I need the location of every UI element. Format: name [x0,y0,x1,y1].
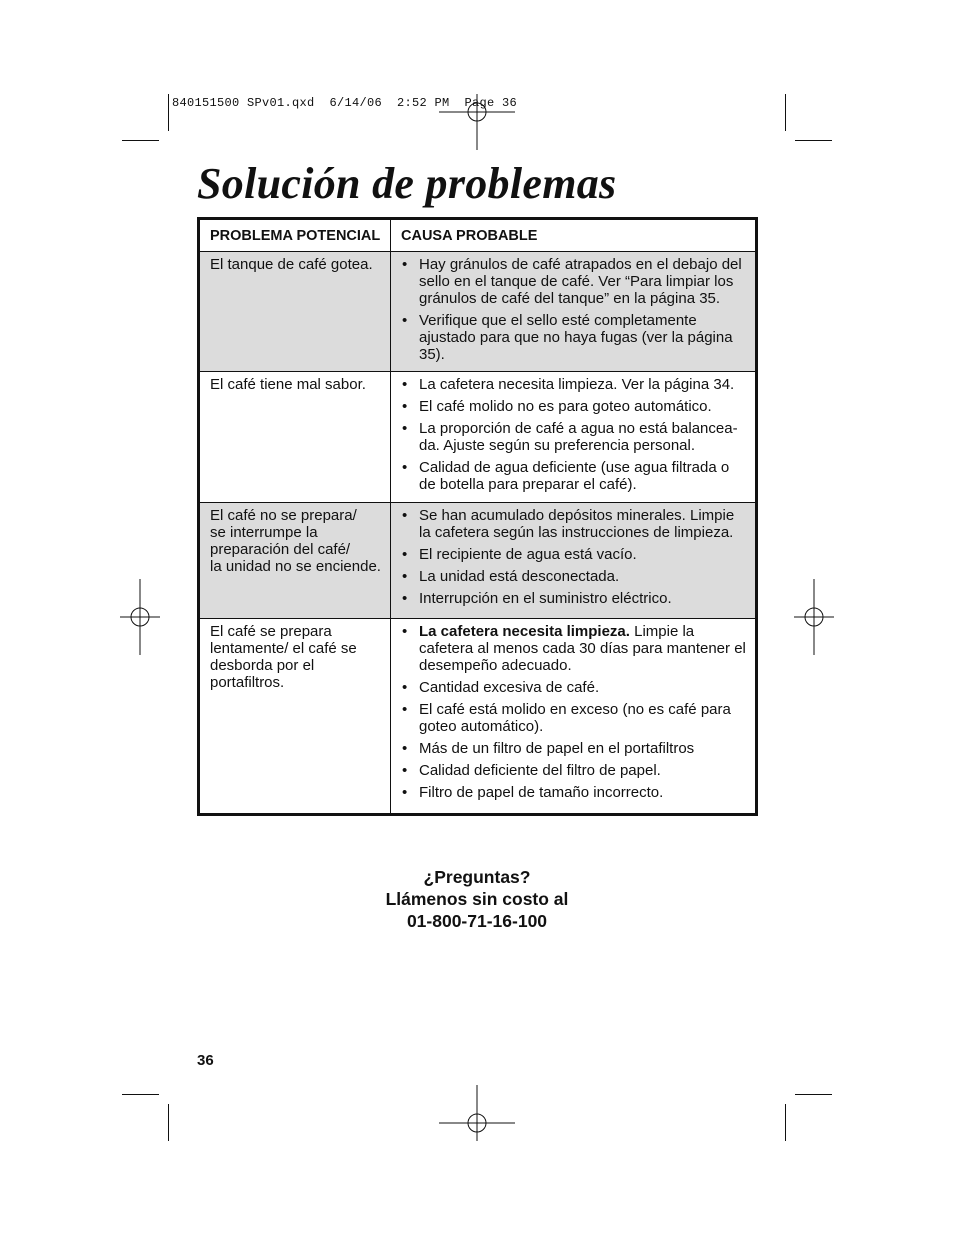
page-number: 36 [197,1052,214,1069]
table-row [199,619,757,815]
problem-text: la unidad no se enciende. [210,558,381,575]
crop-mark-bottom-left-h [122,1094,159,1095]
table-row [199,372,757,503]
problem-cell [199,372,391,503]
troubleshooting-table [197,217,758,816]
cause-item: • La proporción de café a agua no está balancea-da. Ajuste según su preferencia personal. [401,420,749,454]
cause-emphasis: La cafetera necesita limpieza. [419,623,630,640]
cause-item: • Más de un filtro de papel en el portafiltros [401,740,749,757]
crop-mark-top-right-v [785,94,786,131]
problem-text: lentamente/ el café se [210,640,357,657]
problem-text: El café se prepara [210,623,332,640]
problem-text: desborda por el [210,657,315,674]
cause-item: • El recipiente de agua está vacío. [401,546,749,563]
questions-heading: ¿Preguntas? [423,867,531,887]
cause-cell [391,503,757,619]
cause-item: • La cafetera necesita limpieza. Ver la página 34. [401,376,749,393]
cause-list [401,623,749,801]
phone-number: 01-800-71-16-100 [406,911,548,931]
registration-mark-bottom [439,1085,515,1161]
problem-text: preparación del café/ [210,541,351,558]
problem-cell [199,503,391,619]
cause-item: • Filtro de papel de tamaño incorrecto. [401,784,749,801]
cause-item: • Verifique que el sello esté completamente ajustado para que no haya fugas (ver la página 35). [401,312,749,363]
page-title: Solución de problemas [197,159,617,208]
header-cause: CAUSA PROBABLE [391,219,757,252]
cause-list [401,256,749,363]
contact-block [0,866,954,932]
registration-mark-left [102,579,178,655]
crop-mark-top-left-h [122,140,159,141]
problem-text: se interrumpe la [210,524,318,541]
crop-mark-bottom-right-h [795,1094,832,1095]
cause-list [401,507,749,607]
cause-item: • Cantidad excesiva de café. [401,679,749,696]
cause-item: • La unidad está desconectada. [401,568,749,585]
crop-mark-top-right-h [795,140,832,141]
crop-mark-bottom-right-v [785,1104,786,1141]
cause-item: • Se han acumulado depósitos minerales. Limpie la cafetera según las instrucciones de limpieza. [401,507,749,541]
problem-text: El café tiene mal sabor. [210,376,366,393]
table-header-row [199,219,757,252]
registration-mark-right [776,579,852,655]
cause-cell [391,619,757,815]
cause-item: • Calidad de agua deficiente (use agua filtrada o de botella para preparar el café). [401,459,749,493]
table-row [199,252,757,372]
cause-item: • La cafetera necesita limpieza. Limpie la cafetera al menos cada 30 días para mantener el desempeño adecuado. [401,623,749,674]
cause-item: • Calidad deficiente del filtro de papel. [401,762,749,779]
cause-cell [391,252,757,372]
problem-cell [199,619,391,815]
print-slug: 840151500 SPv01.qxd 6/14/06 2:52 PM Page 36 [172,96,518,110]
problem-text: El tanque de café gotea. [210,256,373,273]
cause-item: • Hay gránulos de café atrapados en el debajo del sello en el tanque de café. Ver “Para limpiar los gránulos de café del tanque” en la página 35. [401,256,749,307]
cause-cell [391,372,757,503]
cause-item: • Interrupción en el suministro eléctrico. [401,590,749,607]
toll-free-label: Llámenos sin costo al [385,889,569,909]
header-problem: PROBLEMA POTENCIAL [199,219,391,252]
cause-item: • El café está molido en exceso (no es café para goteo automático). [401,701,749,735]
crop-mark-bottom-left-v [168,1104,169,1141]
registration-mark-top [439,74,515,150]
problem-text: El café no se prepara/ [210,507,357,524]
cause-list [401,376,749,493]
problem-cell [199,252,391,372]
crop-mark-top-left-v [168,94,169,131]
table-row [199,503,757,619]
problem-text: portafiltros. [210,674,285,691]
cause-item: • El café molido no es para goteo automático. [401,398,749,415]
